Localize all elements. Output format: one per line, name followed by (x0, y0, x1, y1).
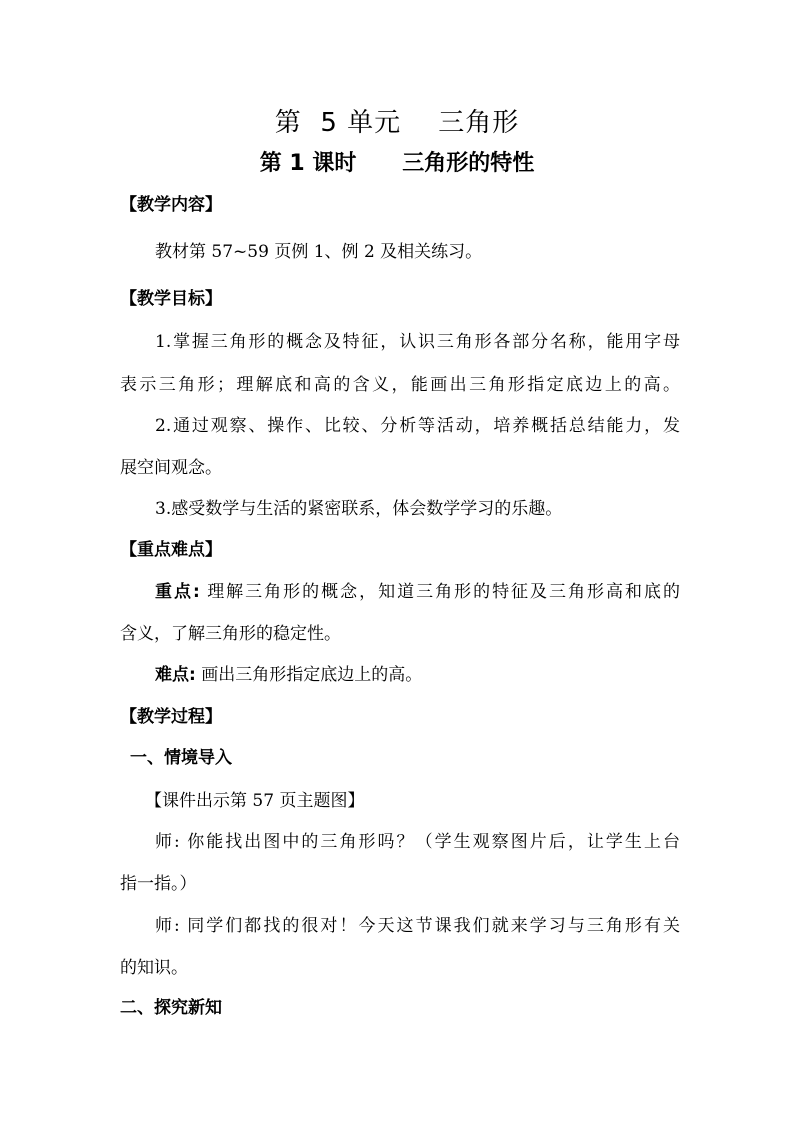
teacher-2-line-1: 师: 同学们都找的很对！今天这节课我们就来学习与三角形有关 (155, 916, 680, 936)
goal-1-line-2: 表示三角形；理解底和高的含义，能画出三角形指定底边上的高。 (120, 375, 680, 395)
process-heading: 【教学过程】 (120, 707, 222, 727)
teacher-2-line-2: 的知识。 (120, 958, 188, 978)
goal-1-line-1: 1.掌握三角形的概念及特征，认识三角形各部分名称，能用字母 (155, 332, 680, 352)
content-text: 教材第 57~59 页例 1、例 2 及相关练习。 (155, 242, 483, 262)
goal-2-line-2: 展空间观念。 (120, 458, 222, 478)
keypoints-heading: 【重点难点】 (120, 540, 222, 560)
key-point-text: 理解三角形的概念，知道三角形的特征及三角形高和底的 (199, 582, 680, 602)
goal-2-line-1: 2.通过观察、操作、比较、分析等活动，培养概括总结能力，发 (155, 416, 680, 436)
difficult-point-line (155, 663, 680, 687)
lesson-subtitle: 第 1 课时 三角形的特性 (259, 151, 535, 176)
difficult-point-text: 画出三角形指定底边上的高。 (195, 665, 423, 685)
courseware-note: 【课件出示第 57 页主题图】 (145, 791, 365, 811)
key-point-label: 重点: (155, 582, 200, 602)
key-point-line-1 (155, 580, 680, 604)
content-heading: 【教学内容】 (120, 195, 222, 215)
part-1-heading: 一、情境导入 (130, 748, 232, 768)
goals-heading: 【教学目标】 (120, 289, 222, 309)
goal-3: 3.感受数学与生活的紧密联系，体会数学学习的乐趣。 (155, 499, 563, 519)
teacher-1-line-1: 师: 你能找出图中的三角形吗？（学生观察图片后，让学生上台 (155, 832, 680, 852)
difficult-point-label: 难点: (155, 665, 196, 685)
part-2-heading: 二、探究新知 (120, 998, 222, 1018)
unit-title: 第 5 单元 三角形 (274, 108, 520, 138)
teacher-1-line-2: 指一指。） (120, 874, 197, 894)
key-point-line-2: 含义，了解三角形的稳定性。 (120, 624, 341, 644)
